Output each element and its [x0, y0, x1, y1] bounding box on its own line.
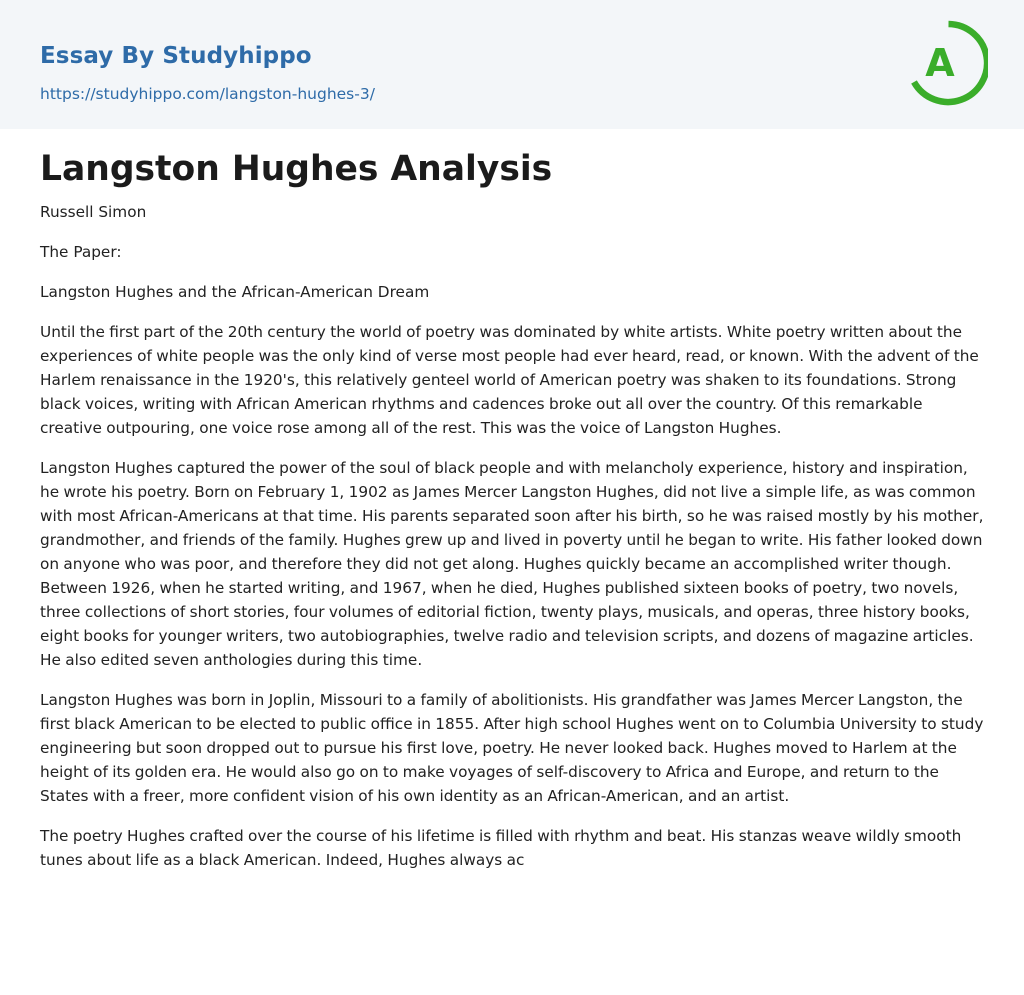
paper-label: The Paper:	[40, 243, 122, 261]
author-name: Russell Simon	[40, 203, 147, 221]
site-header	[0, 0, 1024, 129]
page-title: Langston Hughes Analysis	[40, 149, 553, 189]
essay-content	[40, 147, 984, 888]
logo-letter: A	[925, 41, 955, 85]
essay-paragraph: The poetry Hughes crafted over the course of his lifetime is filled with rhythm and beat. His stanzas weave wildly smooth tunes about life as a black American. Indeed, Hughes always ac	[40, 827, 962, 869]
brand-title: Essay By Studyhippo	[40, 43, 312, 69]
studyhippo-logo-icon	[910, 18, 988, 108]
essay-paragraph: Langston Hughes captured the power of the soul of black people and with melancholy experience, history and inspiration, he wrote his poetry. Born on February 1, 1902 as James Mercer Langston Hughes, did not live a simple life, as was common with most African-Americans at that time. His parents separated soon after his birth, so he was raised mostly by his mother, grandmother, and friends of the family. Hughes grew up and lived in poverty until he began to write. His father looked down on anyone who was poor, and therefore they did not get along. Hughes quickly became an accomplished writer though. Between 1926, when he started writing, and 1967, when he died, Hughes published sixteen books of poetry, two novels, three collections of short stories, four volumes of editorial fiction, twenty plays, musicals, and operas, three history books, eight books for younger writers, two autobiographies, twelve radio and television scripts, and dozens of magazine articles. He also edited seven anthologies during this time.	[40, 459, 984, 669]
essay-paragraph: Langston Hughes was born in Joplin, Missouri to a family of abolitionists. His grandfather was James Mercer Langston, the first black American to be elected to public office in 1855. After high school Hughes went on to Columbia University to study engineering but soon dropped out to pursue his first love, poetry. He never looked back. Hughes moved to Harlem at the height of its golden era. He would also go on to make voyages of self-discovery to Africa and Europe, and return to the States with a freer, more confident vision of his own identity as an African-American, and an artist.	[40, 691, 984, 805]
paper-subtitle: Langston Hughes and the African-American Dream	[40, 283, 430, 301]
essay-url-link[interactable]: https://studyhippo.com/langston-hughes-3/	[40, 85, 375, 103]
essay-paragraph: Until the first part of the 20th century the world of poetry was dominated by white artists. White poetry written about the experiences of white people was the only kind of verse most people had ever heard, read, or known. With the advent of the Harlem renaissance in the 1920's, this relatively genteel world of American poetry was shaken to its foundations. Strong black voices, writing with African American rhythms and cadences broke out all over the country. Of this remarkable creative outpouring, one voice rose among all of the rest. This was the voice of Langston Hughes.	[40, 323, 979, 437]
